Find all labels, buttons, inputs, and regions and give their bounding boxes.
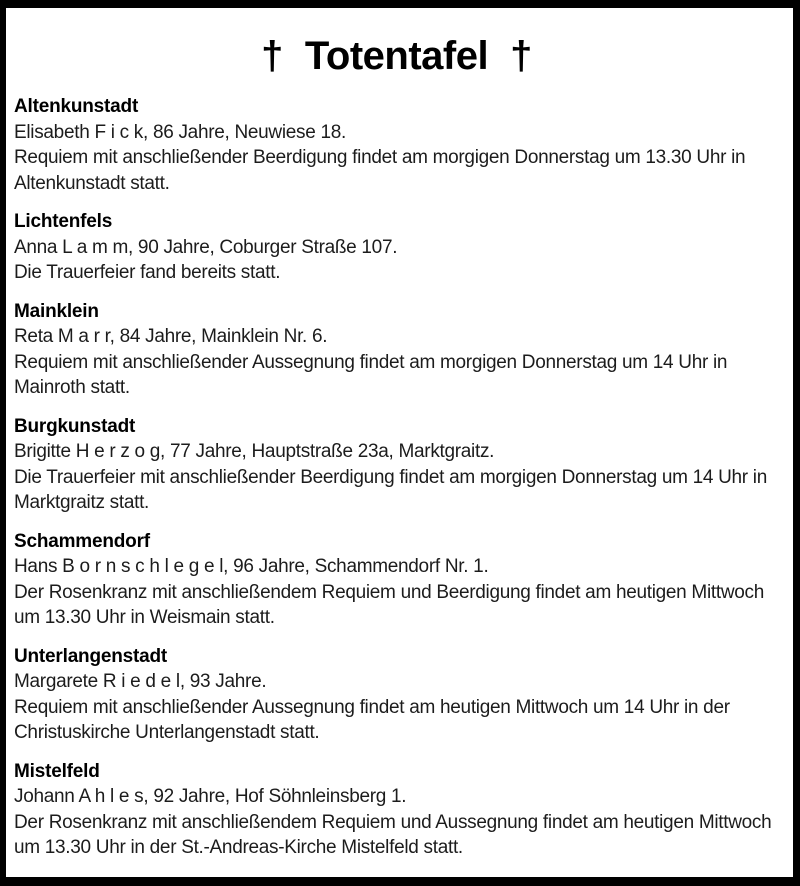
obituary-notice (14, 209, 779, 286)
cross-icon-right: † (510, 34, 532, 78)
town-heading: Schammendorf (14, 530, 150, 552)
obituary-notice (14, 529, 779, 631)
service-info-line: Requiem mit anschließender Aussegnung findet am heutigen Mittwoch um 14 Uhr in der Christuskirche Unterlangenstadt statt. (14, 696, 730, 743)
deceased-line: Reta M a r r, 84 Jahre, Mainklein Nr. 6. (14, 326, 328, 347)
deceased-line: Anna L a m m, 90 Jahre, Coburger Straße 107. (14, 236, 398, 258)
town-heading: Burgkunstadt (14, 415, 136, 437)
obituary-notice (14, 644, 779, 746)
page-title-text: Totentafel (304, 34, 489, 78)
service-info-line: Der Rosenkranz mit anschließendem Requiem und Aussegnung findet am heutigen Mittwoch um 13.30 Uhr in der St.-Andreas-Kirche Mistelfeld statt. (14, 811, 772, 858)
obituary-notice (14, 94, 779, 196)
service-info-line: Requiem mit anschließender Aussegnung findet am morgigen Donnerstag um 14 Uhr in Mainroth statt. (14, 351, 728, 398)
town-heading: Lichtenfels (14, 211, 113, 232)
cross-icon-left: † (261, 34, 283, 78)
obituary-notice (14, 759, 779, 861)
town-heading: Mistelfeld (14, 760, 100, 782)
deceased-line: Brigitte H e r z o g, 77 Jahre, Hauptstraße 23a, Marktgraitz. (14, 441, 495, 462)
deceased-line: Margarete R i e d e l, 93 Jahre. (14, 671, 267, 692)
page-title (14, 28, 779, 84)
obituary-notice (14, 299, 779, 401)
town-heading: Altenkunstadt (14, 96, 139, 117)
service-info-line: Der Rosenkranz mit anschließendem Requiem und Beerdigung findet am heutigen Mittwoch um 13.30 Uhr in Weismain statt. (14, 581, 764, 628)
town-heading: Mainklein (14, 300, 99, 322)
town-heading: Unterlangenstadt (14, 645, 168, 667)
deceased-line: Elisabeth F i c k, 86 Jahre, Neuwiese 18. (14, 121, 346, 143)
service-info-line: Die Trauerfeier fand bereits statt. (14, 262, 281, 283)
obituary-notice (14, 414, 779, 516)
service-info-line: Die Trauerfeier mit anschließender Beerdigung findet am morgigen Donnerstag um 14 Uhr in Marktgraitz statt. (14, 466, 767, 513)
deceased-line: Johann A h l e s, 92 Jahre, Hof Söhnleinsberg 1. (14, 786, 407, 807)
service-info-line: Requiem mit anschließender Beerdigung findet am morgigen Donnerstag um 13.30 Uhr in Altenkunstadt statt. (14, 147, 746, 194)
deceased-line: Hans B o r n s c h l e g e l, 96 Jahre, Schammendorf Nr. 1. (14, 556, 489, 577)
